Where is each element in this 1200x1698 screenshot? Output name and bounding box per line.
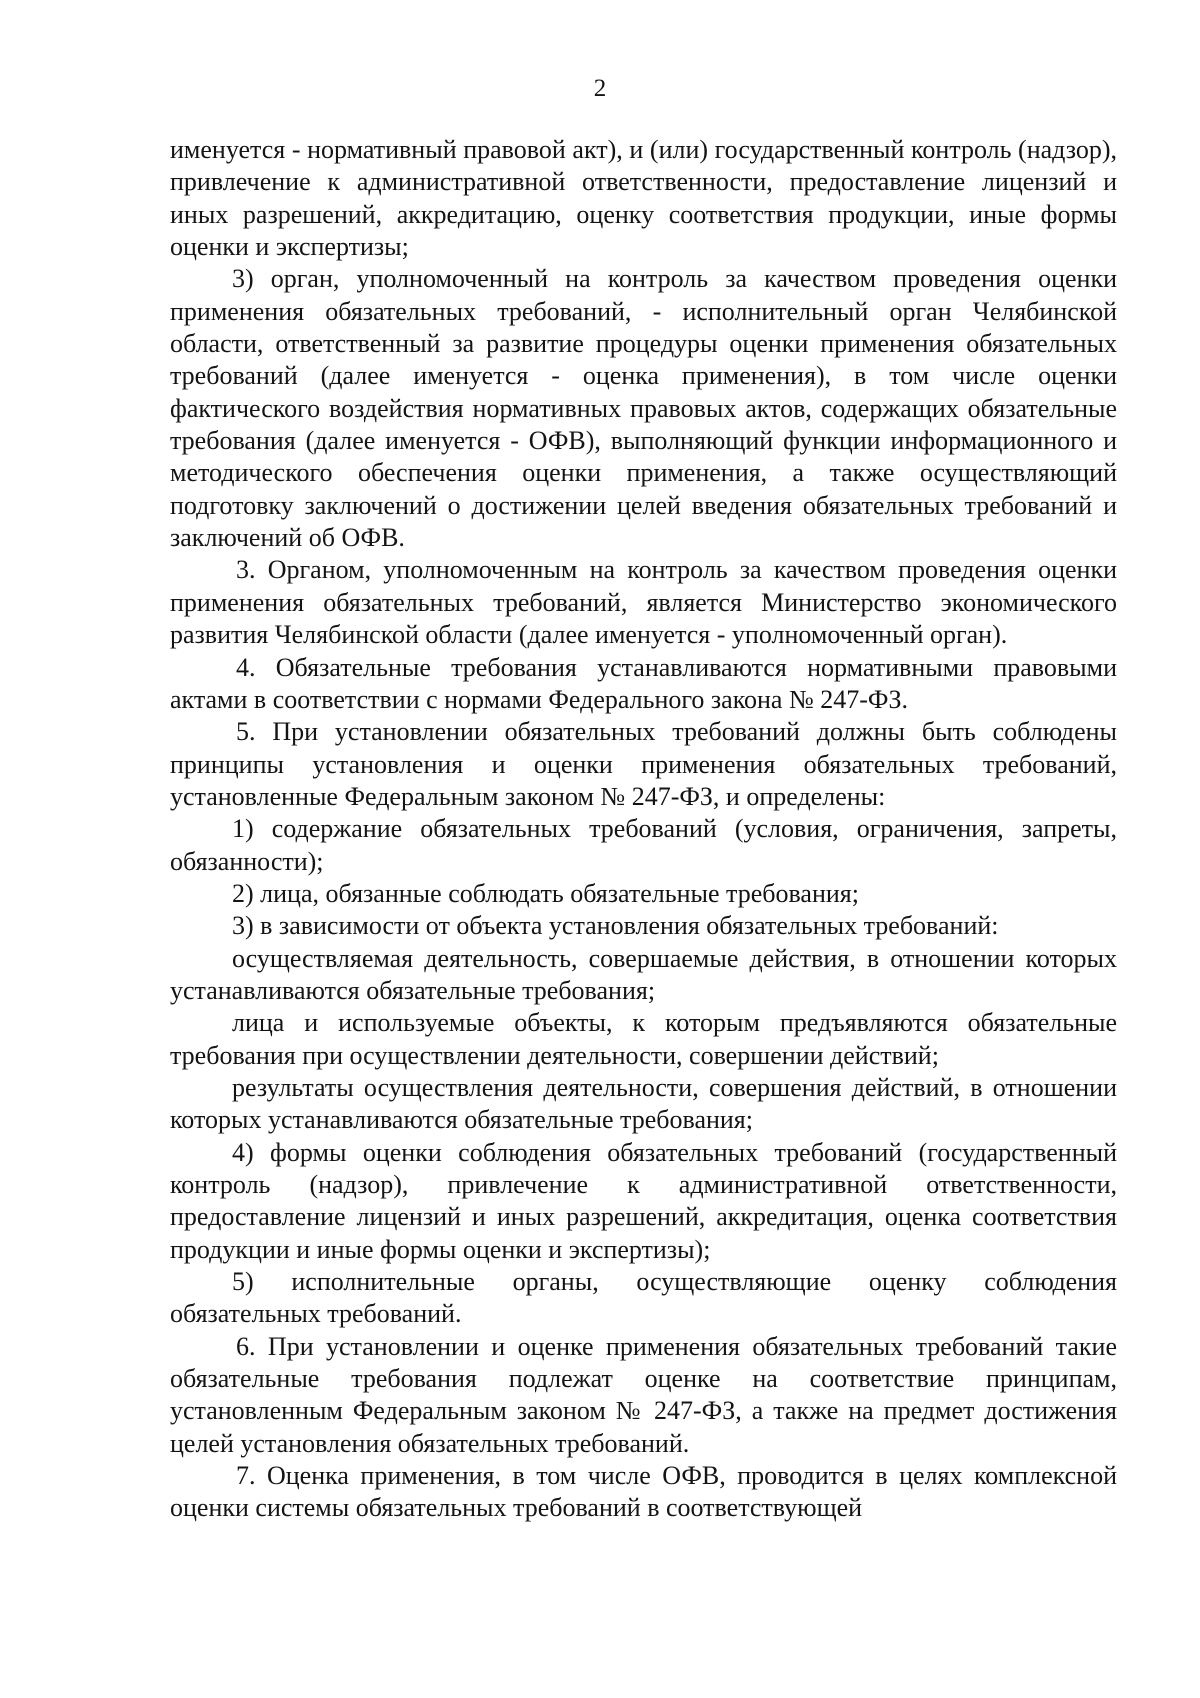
paragraph-subitem-persons: лица и используемые объекты, к которым предъявляются обязательные требования при осуществлении деятельности, совершении действий; <box>170 1008 1117 1070</box>
paragraph-item-3: 3) орган, уполномоченный на контроль за качеством проведения оценки применения обязательных требований, - исполнительный орган Челябинской области, ответственный за развитие процедуры оценки применения обязательных требований (далее именуется - оценка применения), в том числе оценки фактического воздействия нормативных правовых актов, содержащих обязательные требования (далее именуется - ОФВ), выполняющий функции информационного и методического обеспечения оценки применения, а также осуществляющий подготовку заключений о достижении целей введения обязательных требований и заключений об ОФВ. <box>170 264 1117 553</box>
paragraph-subitem-results: результаты осуществления деятельности, совершения действий, в отношении которых устанавливаются обязательные требования; <box>170 1072 1117 1135</box>
paragraph-section-4: 4. Обязательные требования устанавливаются нормативными правовыми актами в соответствии с нормами Федерального закона № 247-ФЗ. <box>170 652 1117 714</box>
paragraph-section-5: 5. При установлении обязательных требований должны быть соблюдены принципы установления и оценки применения обязательных требований, установленные Федеральным законом № 247-ФЗ, и определены: <box>170 717 1117 811</box>
paragraph-item-4: 4) формы оценки соблюдения обязательных требований (государственный контроль (надзор), привлечение к административной ответственности, предоставление лицензий и иных разрешений, аккредитация, оценка соответствия продукции и иные формы оценки и экспертизы); <box>170 1137 1117 1264</box>
paragraph-section-7: 7. Оценка применения, в том числе ОФВ, проводится в целях комплексной оценки системы обязательных требований в соответствующей <box>170 1461 1117 1523</box>
paragraph-item-5: 5) исполнительные органы, осуществляющие оценку соблюдения обязательных требований. <box>170 1267 1117 1329</box>
paragraph-continuation: именуется - нормативный правовой акт), и (или) государственный контроль (надзор), привлечение к административной ответственности, предоставление лицензий и иных разрешений, аккредитацию, оценку соответствия продукции, иные формы оценки и экспертизы; <box>170 135 1117 262</box>
paragraph-section-3: 3. Органом, уполномоченным на контроль за качеством проведения оценки применения обязательных требований, является Министерство экономического развития Челябинской области (далее именуется - уполномоченный орган). <box>170 555 1117 650</box>
paragraph-item-3b: 3) в зависимости от объекта установления обязательных требований: <box>232 911 999 941</box>
document-body <box>170 134 1117 1525</box>
paragraph-item-2: 2) лица, обязанные соблюдать обязательные требования; <box>232 878 859 908</box>
paragraph-section-6: 6. При установлении и оценке применения обязательных требований такие обязательные требования подлежат оценке на соответствие принципам, установленным Федеральным законом № 247-ФЗ, а также на предмет достижения целей установления обязательных требований. <box>170 1331 1117 1458</box>
paragraph-subitem-activity: осуществляемая деятельность, совершаемые действия, в отношении которых устанавливаются обязательные требования; <box>170 943 1117 1005</box>
page-number: 2 <box>593 75 607 102</box>
paragraph-item-1: 1) содержание обязательных требований (условия, ограничения, запреты, обязанности); <box>170 814 1117 876</box>
